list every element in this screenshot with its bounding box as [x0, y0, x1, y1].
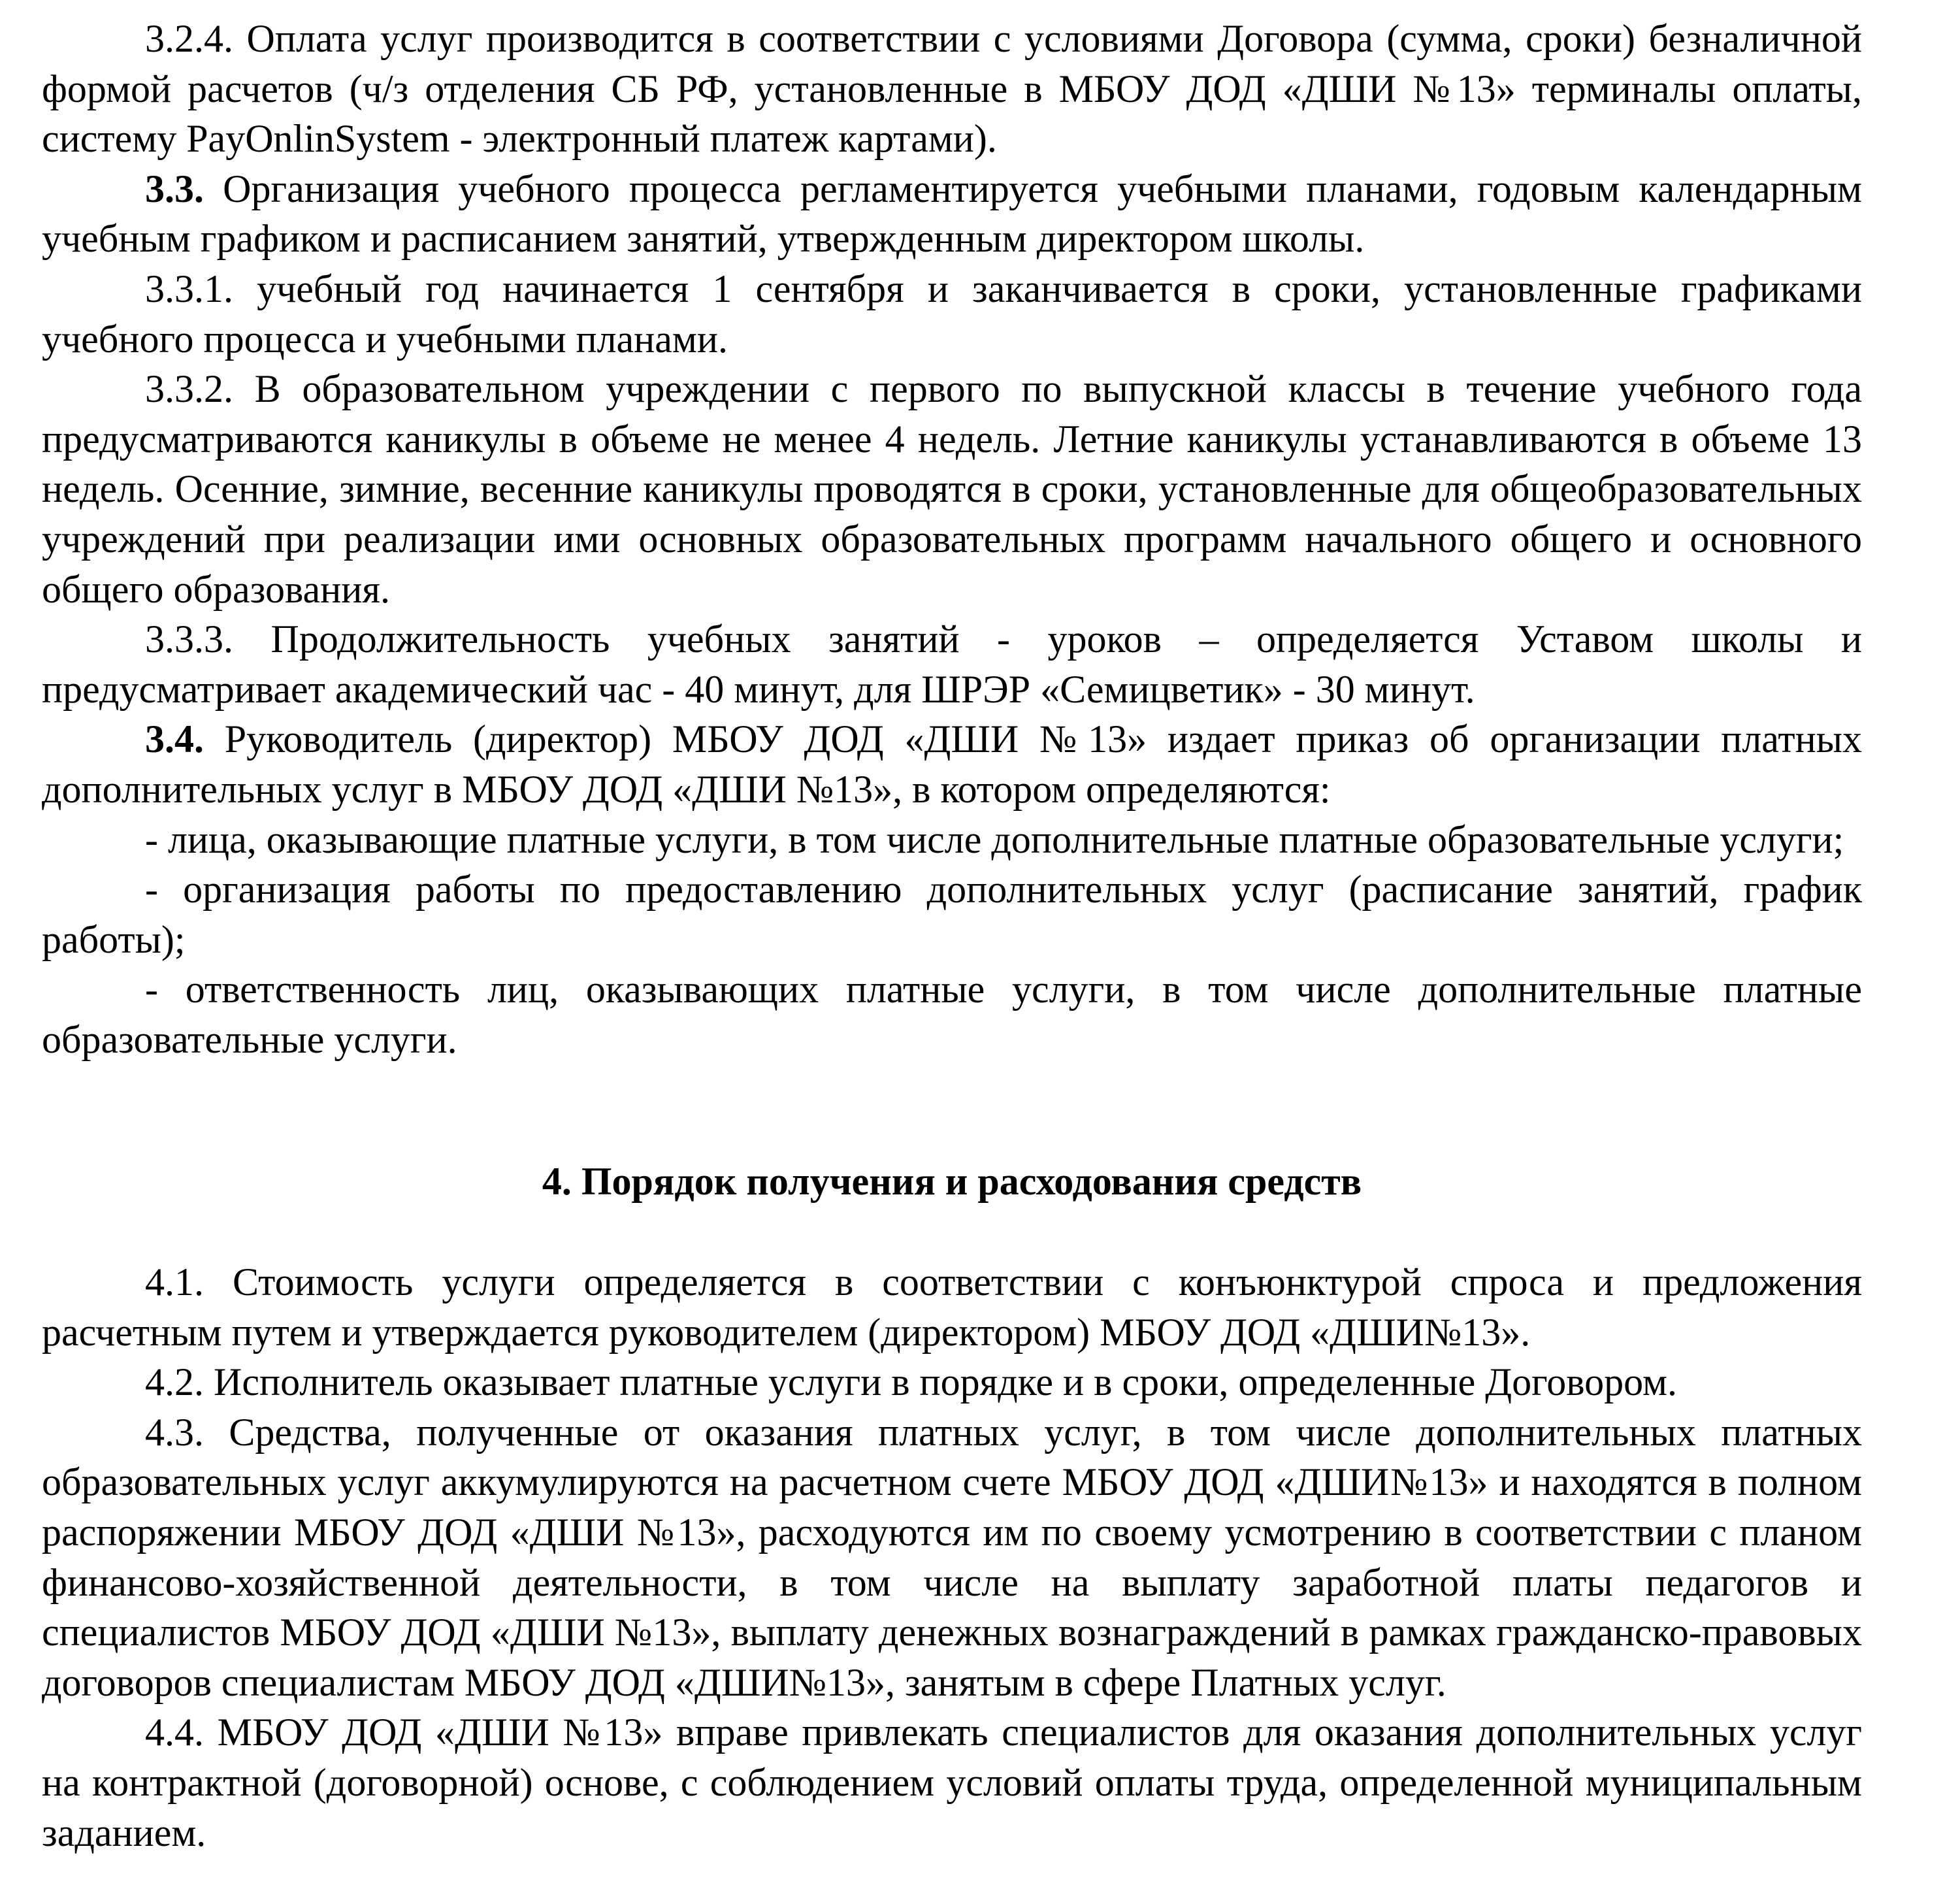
paragraph-3-2-4 — [42, 14, 1862, 164]
paragraph-number: 4.4. — [145, 1711, 204, 1754]
section-3-body — [42, 14, 1862, 1064]
bullet-item: - организация работы по предоставлению дополнительных услуг (расписание занятий, график работы); — [42, 868, 1862, 961]
paragraph-text: Оплата услуг производится в соответствии с условиями Договора (сумма, сроки) безналичной формой расчетов (ч/з отделения СБ РФ, установленные в МБОУ ДОД «ДШИ №13» терминалы оплаты, систему PayOnlinSystem - электронный платеж картами). — [42, 17, 1862, 161]
section-4-body — [42, 1257, 1862, 1858]
paragraph-text: Организация учебного процесса регламентируется учебными планами, годовым календарным учебным графиком и расписанием занятий, утвержденным директором школы. — [42, 167, 1862, 261]
paragraph-3-3-1 — [42, 264, 1862, 364]
paragraph-number: 3.3. — [145, 167, 204, 210]
paragraph-4-2 — [42, 1357, 1862, 1407]
section-heading: 4. Порядок получения и расходования средств — [542, 1160, 1362, 1203]
paragraph-4-4 — [42, 1707, 1862, 1858]
paragraph-number: 3.4. — [145, 717, 204, 761]
bullet-item: - ответственность лиц, оказывающих платные услуги, в том числе дополнительные платные образовательные услуги. — [42, 968, 1862, 1061]
paragraph-3-3 — [42, 164, 1862, 264]
paragraph-number: 4.1. — [145, 1260, 204, 1304]
paragraph-number: 3.3.3. — [145, 617, 233, 661]
paragraph-4-3 — [42, 1407, 1862, 1708]
paragraph-text: учебный год начинается 1 сентября и заканчивается в сроки, установленные графиками учебного процесса и учебными планами. — [42, 267, 1863, 361]
paragraph-3-3-2 — [42, 364, 1862, 614]
paragraph-text: В образовательном учреждении с первого по выпускной классы в течение учебного года предусматриваются каникулы в объеме не менее 4 недель. Летние каникулы устанавливаются в объеме 13 недель. Осенние, зимние, весенние каникулы проводятся в сроки, установленные для общеобразовательных учреждений при реализации ими основных образовательных программ начального общего и основного общего образования. — [42, 367, 1863, 611]
paragraph-number: 4.2. — [145, 1360, 204, 1404]
paragraph-text: Продолжительность учебных занятий - уроков – определяется Уставом школы и предусматривает академический час - 40 минут, для ШРЭР «Семицветик» - 30 минут. — [42, 617, 1862, 711]
paragraph-number: 3.2.4. — [145, 17, 233, 60]
paragraph-number: 3.3.2. — [145, 367, 233, 411]
paragraph-3-4 — [42, 714, 1862, 814]
paragraph-text: Руководитель (директор) МБОУ ДОД «ДШИ №13» издает приказ об организации платных дополнительных услуг в МБОУ ДОД «ДШИ №13», в котором определяются: — [42, 717, 1863, 811]
paragraph-number: 4.3. — [145, 1410, 204, 1454]
bullet-item: - лица, оказывающие платные услуги, в том числе дополнительные платные образовательные услуги; — [145, 817, 1844, 861]
paragraph-text: Исполнитель оказывает платные услуги в порядке и в сроки, определенные Договором. — [214, 1360, 1678, 1404]
paragraph-text: Стоимость услуги определяется в соответствии с конъюнктурой спроса и предложения расчетным путем и утверждается руководителем (директором) МБОУ ДОД «ДШИ№13». — [42, 1260, 1862, 1354]
paragraph-3-3-3 — [42, 614, 1862, 714]
paragraph-text: Средства, полученные от оказания платных услуг, в том числе дополнительных платных образовательных услуг аккумулируются на расчетном счете МБОУ ДОД «ДШИ№13» и находятся в полном распоряжении МБОУ ДОД «ДШИ №13», расходуются им по своему усмотрению в соответствии с планом финансово-хозяйственной деятельности, в том числе на выплату заработной платы педагогов и специалистов МБОУ ДОД «ДШИ №13», выплату денежных вознаграждений в рамках гражданско-правовых договоров специалистам МБОУ ДОД «ДШИ№13», занятым в сфере Платных услуг. — [42, 1410, 1862, 1704]
paragraph-number: 3.3.1. — [145, 267, 233, 310]
paragraph-4-1 — [42, 1257, 1862, 1357]
paragraph-text: МБОУ ДОД «ДШИ №13» вправе привлекать специалистов для оказания дополнительных услуг на контрактной (договорной) основе, с соблюдением условий оплаты труда, определенной муниципальным заданием. — [42, 1711, 1862, 1854]
